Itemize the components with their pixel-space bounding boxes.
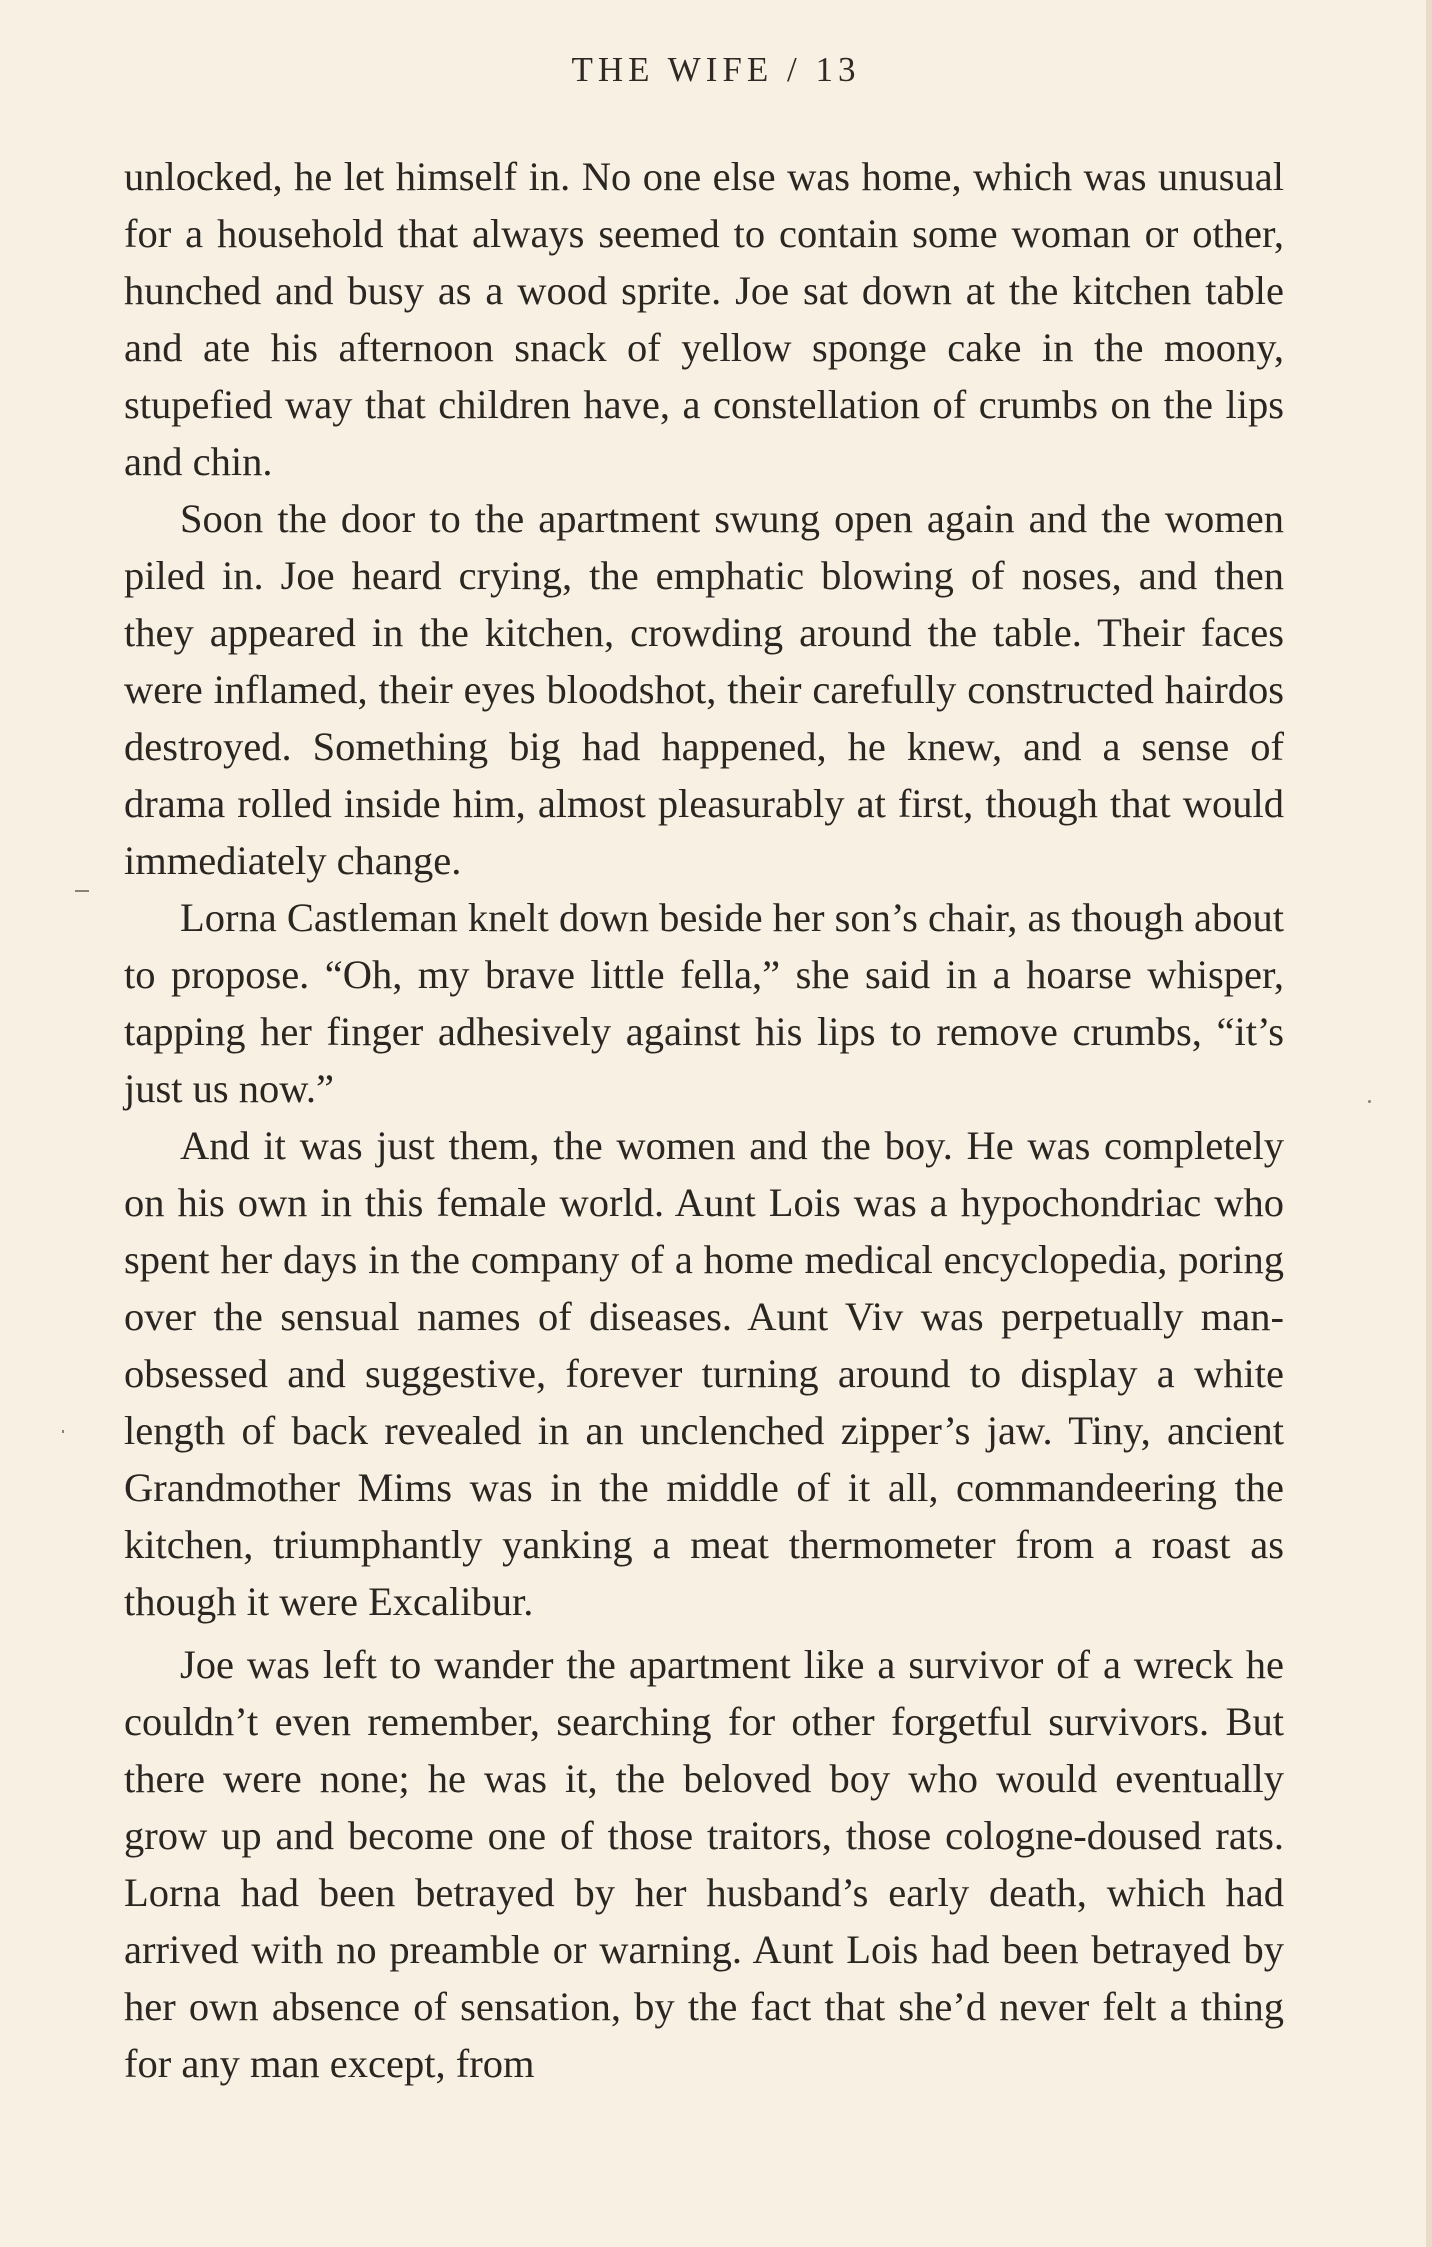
margin-speck (75, 890, 89, 892)
paragraph-3: Lorna Castleman knelt down beside her son’s chair, as though about to propose. “Oh, my brave little fella,” she said in a hoarse whisper, tapping her finger adhesively against his lips to remove crumbs, “it’s just us now.” (124, 895, 1285, 1111)
paragraph-2: Soon the door to the apartment swung open again and the women piled in. Joe heard crying, the emphatic blowing of noses, and then they appeared in the kitchen, crowding around the table. Their faces were inflamed, their eyes bloodshot, their carefully constructed hairdos destroyed. Something big had happened, he knew, and a sense of drama rolled inside him, almost pleasurably at first, though that would immediately change. (124, 496, 1284, 883)
running-head: THE WIFE / 13 (571, 50, 861, 89)
paragraph-1: unlocked, he let himself in. No one else was home, which was unusual for a household that always seemed to contain some woman or other, hunched and busy as a wood sprite. Joe sat down at the kitchen table and ate his afternoon snack of yellow sponge cake in the moony, stupefied way that children have, a constellation of crumbs on the lips and chin. (124, 154, 1284, 484)
body-text (124, 148, 1284, 2092)
paragraph-4: And it was just them, the women and the boy. He was completely on his own in this female world. Aunt Lois was a hypochondriac who spent her days in the company of a home medical encyclopedia, poring over the sensual names of diseases. Aunt Viv was perpetually man-obsessed and suggestive, forever turning around to display a white length of back revealed in an unclenched zipper’s jaw. Tiny, ancient Grandmother Mims was in the middle of it all, commandeering the kitchen, triumphantly yanking a meat thermometer from a roast as though it were Excalibur. (124, 1123, 1284, 1624)
margin-speck (62, 1430, 64, 1433)
margin-speck (1368, 1100, 1371, 1103)
paragraph-5: Joe was left to wander the apartment like a survivor of a wreck he couldn’t even remember, searching for other forgetful survivors. But there were none; he was it, the beloved boy who would eventually grow up and become one of those traitors, those cologne-doused rats. Lorna had been betrayed by her husband’s early death, which had arrived with no preamble or warning. Aunt Lois had been betrayed by her own absence of sensation, by the fact that she’d never felt a thing for any man except, from (124, 1642, 1284, 2086)
